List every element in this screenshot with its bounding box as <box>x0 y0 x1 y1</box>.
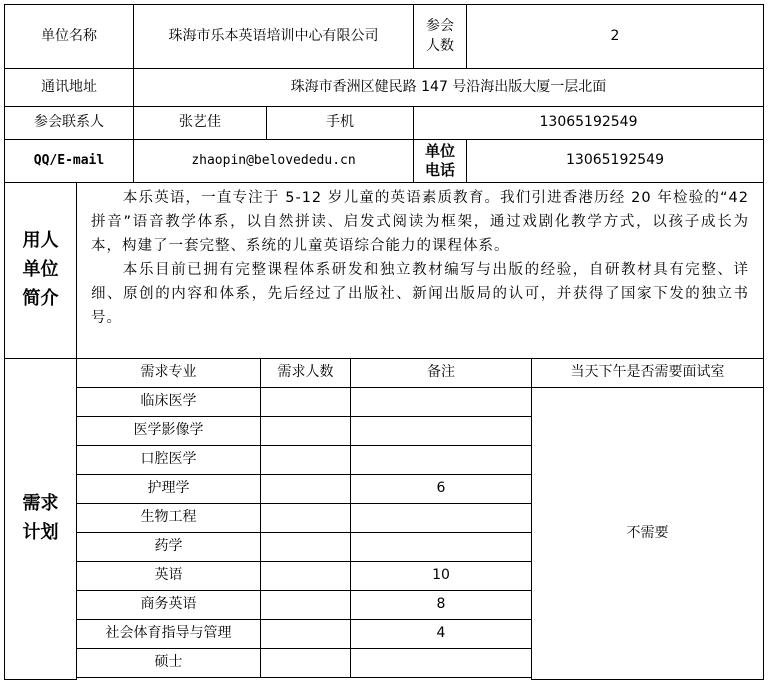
cell-major: 英语 <box>76 561 261 591</box>
cell-count <box>260 387 351 417</box>
cell-count <box>260 445 351 475</box>
cell-note <box>350 532 532 562</box>
phone-value: 13065192549 <box>466 139 764 183</box>
cell-note: 6 <box>350 474 532 504</box>
intro-label-line3: 简介 <box>22 287 59 309</box>
mobile-label: 手机 <box>266 106 414 140</box>
phone-label-line2: 电话 <box>424 161 455 179</box>
mobile-value: 13065192549 <box>413 106 764 140</box>
intro-label <box>4 182 77 359</box>
cell-note: 8 <box>350 590 532 620</box>
contact-label: 参会联系人 <box>4 106 134 140</box>
cell-count <box>260 561 351 591</box>
cell-count <box>260 619 351 649</box>
cell-major: 生物工程 <box>76 503 261 533</box>
cell-note: 10 <box>350 561 532 591</box>
cell-note <box>350 416 532 446</box>
unit-name-label: 单位名称 <box>4 4 134 69</box>
email-value: zhaopin@belovededu.cn <box>133 139 414 183</box>
contact-value: 张艺佳 <box>133 106 267 140</box>
col-header-interview-room: 当天下午是否需要面试室 <box>531 358 764 388</box>
attendees-label-line1: 参会 <box>426 17 454 34</box>
cell-note <box>350 445 532 475</box>
cell-major: 口腔医学 <box>76 445 261 475</box>
address-value: 珠海市香洲区健民路 147 号沿海出版大厦一层北面 <box>133 68 764 107</box>
intro-label-line2: 单位 <box>22 259 59 281</box>
email-label: QQ/E-mail <box>4 139 134 183</box>
attendees-label-line2: 人数 <box>426 37 454 54</box>
unit-name-value: 珠海市乐本英语培训中心有限公司 <box>133 4 414 69</box>
intro-label-line1: 用人 <box>22 230 59 252</box>
cell-major: 社会体育指导与管理 <box>76 619 261 649</box>
cell-major: 临床医学 <box>76 387 261 417</box>
plan-label-line1: 需求 <box>22 493 59 515</box>
phone-label <box>413 139 467 183</box>
col-header-major: 需求专业 <box>76 358 261 388</box>
cell-major: 药学 <box>76 532 261 562</box>
phone-label-line1: 单位 <box>424 142 455 161</box>
plan-label <box>4 358 77 680</box>
interview-room-value: 不需要 <box>531 387 764 680</box>
attendees-value: 2 <box>466 4 764 69</box>
cell-count <box>260 590 351 620</box>
cell-major: 护理学 <box>76 474 261 504</box>
cell-note <box>350 648 532 678</box>
intro-text <box>76 182 764 359</box>
col-header-count: 需求人数 <box>260 358 351 388</box>
cell-count <box>260 416 351 446</box>
attendees-label <box>413 4 467 69</box>
cell-note: 4 <box>350 619 532 649</box>
intro-paragraph-2: 本乐目前已拥有完整课程体系研发和独立教材编写与出版的经验，自研教材具有完整、详细、原创的内容和体系，先后经过了出版社、新闻出版局的认可，并获得了国家下发的独立书号。 <box>91 262 749 326</box>
plan-label-line2: 计划 <box>22 522 59 543</box>
cell-major: 商务英语 <box>76 590 261 620</box>
cell-count <box>260 474 351 504</box>
cell-major: 硕士 <box>76 648 261 678</box>
address-label: 通讯地址 <box>4 68 134 107</box>
intro-paragraph-1: 本乐英语，一直专注于 5-12 岁儿童的英语素质教育。我们引进香港历经 20 年检验的“42 拼音”语音教学体系，以自然拼读、启发式阅读为框架，通过戏剧化教学方式，以孩子成长为本，构建了一套完整、系统的儿童英语综合能力的课程体系。 <box>91 190 749 254</box>
cell-note <box>350 387 532 417</box>
cell-major: 医学影像学 <box>76 416 261 446</box>
cell-count <box>260 503 351 533</box>
cell-note <box>350 503 532 533</box>
cell-count <box>260 648 351 678</box>
cell-count <box>260 532 351 562</box>
col-header-note: 备注 <box>350 358 532 388</box>
